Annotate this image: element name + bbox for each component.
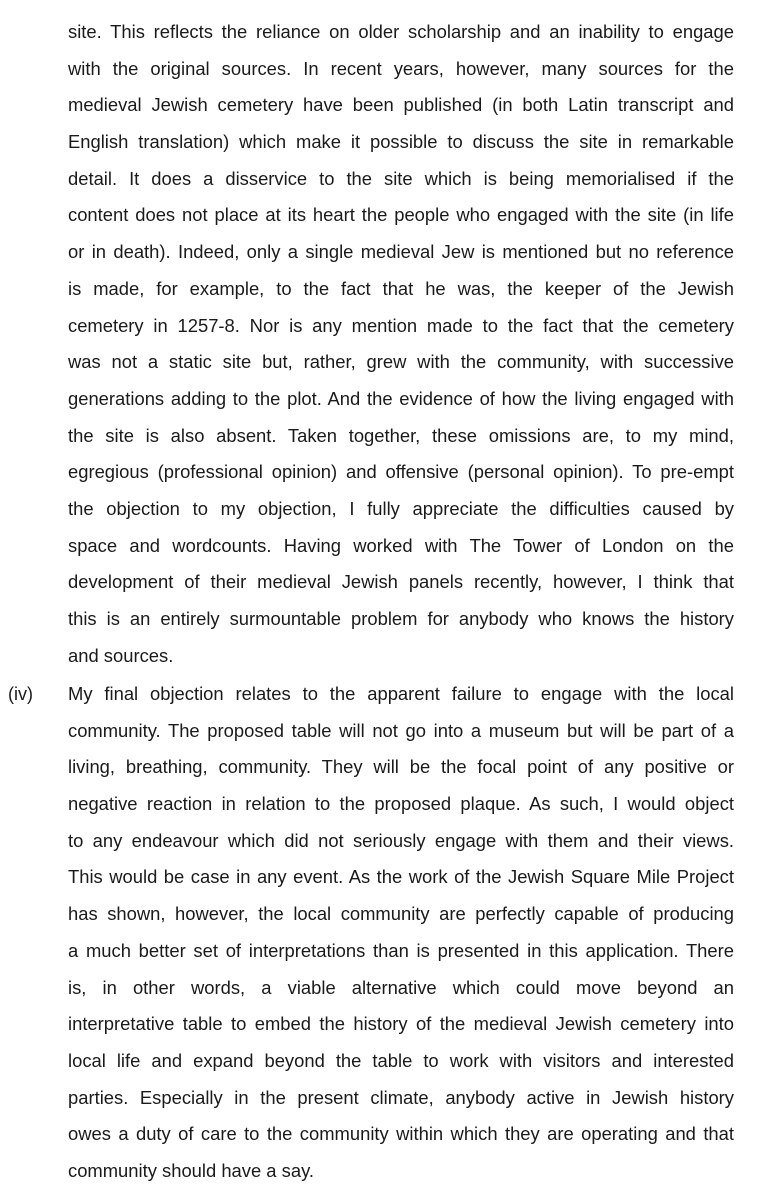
paragraph-line: interpretative table to embed the history of the medieval Jewish cemetery into [68,1013,734,1035]
paragraph-line: community should have a say. [68,1159,315,1181]
paragraph-line: was not a static site but, rather, grew with the community, with successive [68,351,734,373]
paragraph-line: detail. It does a disservice to the site which is being memorialised if the [68,167,734,189]
continuation-paragraph [68,14,734,674]
paragraph-line: egregious (professional opinion) and offensive (personal opinion). To pre-empt [68,461,734,483]
paragraph-line: parties. Especially in the present climate, anybody active in Jewish history [68,1086,734,1108]
paragraph-line: has shown, however, the local community are perfectly capable of producing [68,903,734,925]
paragraph-line: is, in other words, a viable alternative which could move beyond an [68,976,734,998]
paragraph-line: and sources. [68,644,174,666]
paragraph-line: to any endeavour which did not seriously engage with them and their views. [68,829,734,851]
paragraph-line: living, breathing, community. They will be the focal point of any positive or [68,756,734,778]
paragraph-line: development of their medieval Jewish panels recently, however, I think that [68,571,734,593]
paragraph-line: My final objection relates to the apparent failure to engage with the local [68,683,734,704]
paragraph-line: a much better set of interpretations than is presented in this application. There [68,939,734,961]
list-item-body [68,676,734,1190]
paragraph-line: the objection to my objection, I fully appreciate the difficulties caused by [68,497,734,519]
paragraph-line: generations adding to the plot. And the evidence of how the living engaged with [68,387,734,409]
paragraph-line: community. The proposed table will not go into a museum but will be part of a [68,719,734,741]
paragraph-line: negative reaction in relation to the proposed plaque. As such, I would object [68,793,734,815]
paragraph-line: local life and expand beyond the table to work with visitors and interested [68,1049,734,1071]
paragraph-line: This would be case in any event. As the work of the Jewish Square Mile Project [68,866,734,888]
paragraph-line: this is an entirely surmountable problem for anybody who knows the history [68,608,734,629]
paragraph-line: site. This reflects the reliance on older scholarship and an inability to engage [68,21,734,42]
paragraph-line: owes a duty of care to the community within which they are operating and that [68,1123,734,1145]
paragraph-line: the site is also absent. Taken together, these omissions are, to my mind, [68,424,734,446]
list-item-marker: (iv) [8,684,33,704]
paragraph-line: or in death). Indeed, only a single medieval Jew is mentioned but no reference [68,241,734,263]
paragraph-line: space and wordcounts. Having worked with The Tower of London on the [68,534,734,556]
paragraph-line: with the original sources. In recent years, however, many sources for the [68,57,734,79]
paragraph-line: content does not place at its heart the people who engaged with the site (in life [68,204,734,226]
paragraph-line: English translation) which make it possible to discuss the site in remarkable [68,131,734,153]
paragraph-line: is made, for example, to the fact that he was, the keeper of the Jewish [68,277,734,299]
paragraph-line: cemetery in 1257-8. Nor is any mention made to the fact that the cemetery [68,314,734,336]
paragraph-line: medieval Jewish cemetery have been published (in both Latin transcript and [68,94,734,116]
